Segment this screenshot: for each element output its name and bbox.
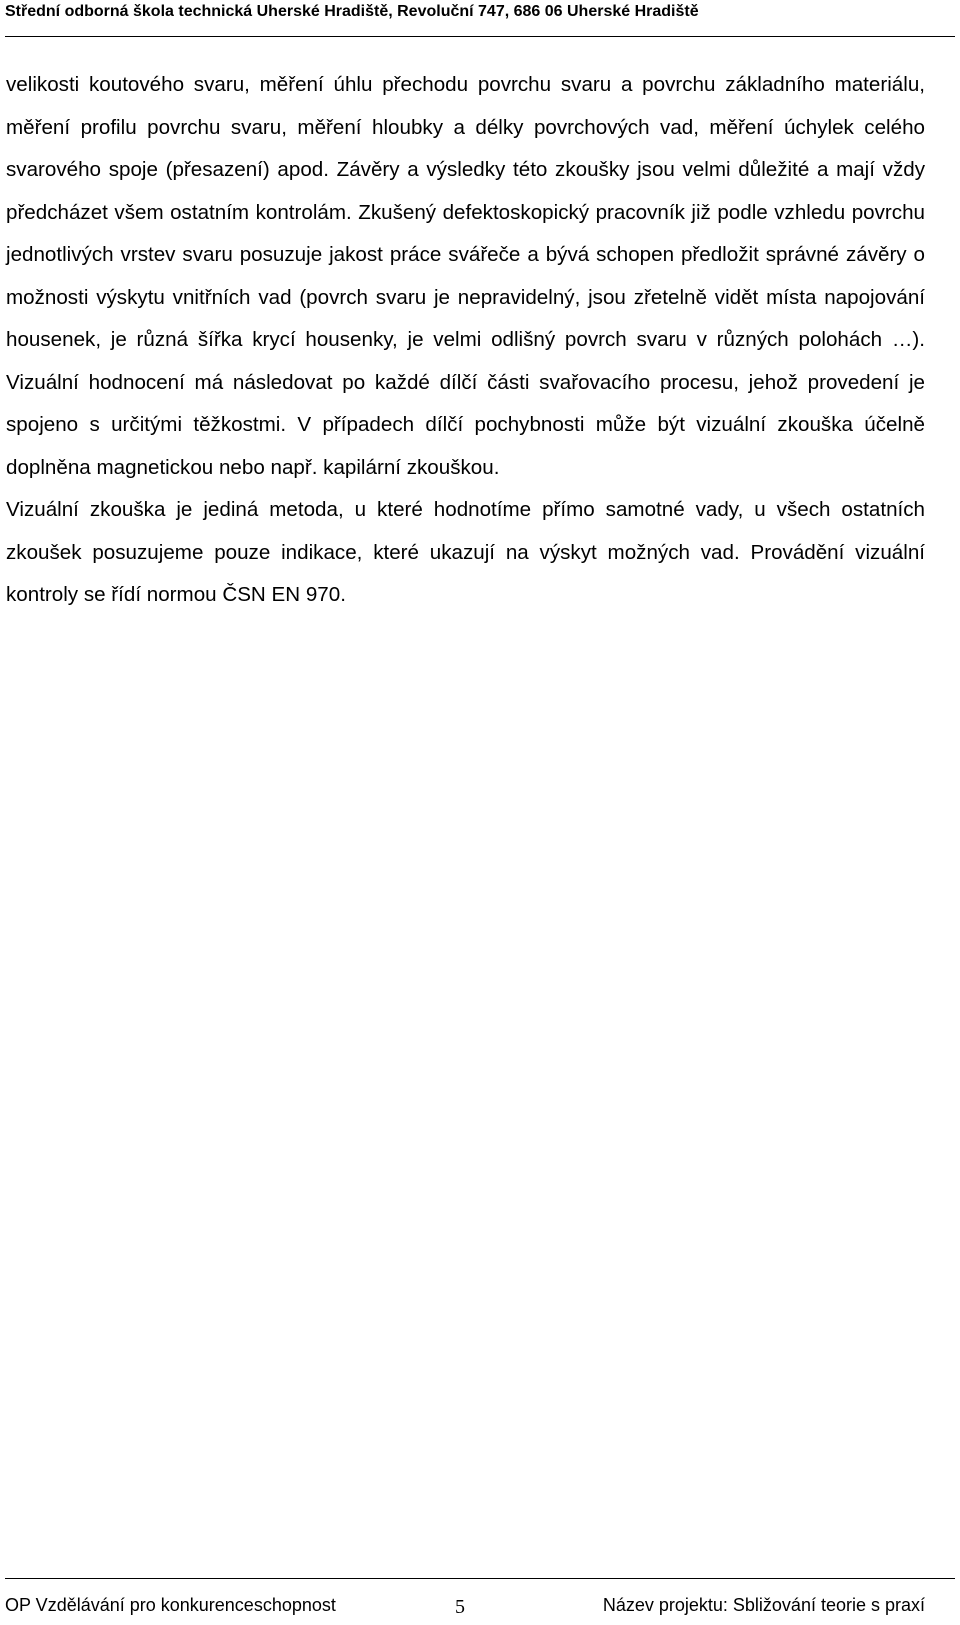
document-body [6, 64, 925, 617]
footer-project-name: Název projektu: Sbližování teorie s praxí [602, 1595, 925, 1615]
footer-program: OP Vzdělávání pro konkurenceschopnost [5, 1595, 336, 1615]
paragraph-2: Vizuální zkouška je jediná metoda, u které hodnotíme přímo samotné vady, u všech ostatních zkoušek posuzujeme pouze indikace, které ukazují na výskyt možných vad. Provádění vizuální kontroly se řídí normou ČSN EN 970. [6, 498, 925, 606]
page-footer [5, 1578, 955, 1625]
page-header [5, 2, 955, 37]
page-number: 5 [455, 1596, 465, 1618]
paragraph-1: velikosti koutového svaru, měření úhlu přechodu povrchu svaru a povrchu základního materiálu, měření profilu povrchu svaru, měření hloubky a délky povrchových vad, měření úchylek celého svarového spoje (přesazení) apod. Závěry a výsledky této zkoušky jsou velmi důležité a mají vždy předcházet všem ostatním kontrolám. Zkušený defektoskopický pracovník již podle vzhledu povrchu jednotlivých vrstev svaru posuzuje jakost práce svářeče a bývá schopen předložit správné závěry o možnosti výskytu vnitřních vad (povrch svaru je nepravidelný, jsou zřetelně vidět místa napojování housenek, je různá šířka krycí housenky, je velmi odlišný povrch svaru v různých polohách …). Vizuální hodnocení má následovat po každé dílčí části svařovacího procesu, jehož provedení je spojeno s určitými těžkostmi. V případech dílčí pochybnosti může být vizuální zkouška účelně doplněna magnetickou nebo např. kapilární zkouškou. [6, 73, 925, 479]
header-school-text: Střední odborná škola technická Uherské Hradiště, Revoluční 747, 686 06 Uherské Hradiště [5, 3, 699, 20]
